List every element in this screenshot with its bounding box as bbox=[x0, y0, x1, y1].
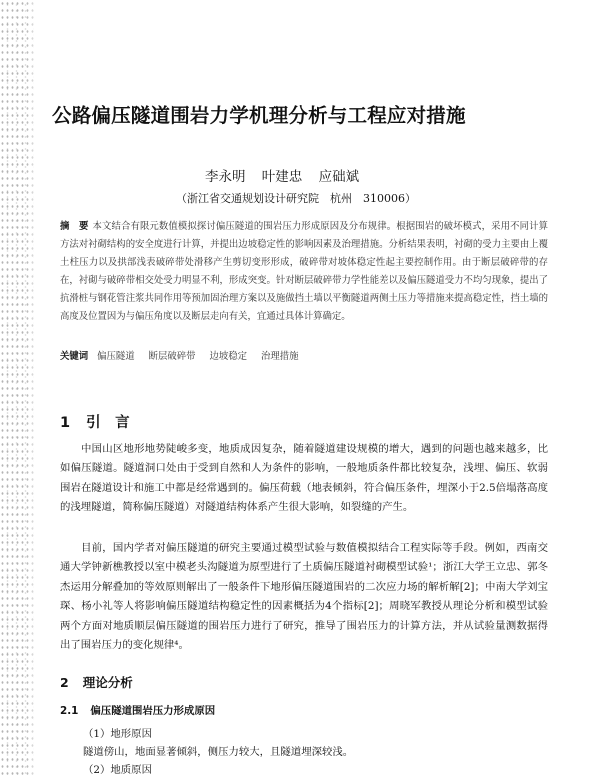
subsection-heading bbox=[60, 702, 215, 717]
abstract-label: 摘 要 bbox=[60, 221, 89, 232]
paper-title: 公路偏压隧道围岩力学机理分析与工程应对措施 bbox=[52, 104, 466, 127]
subsection-number: 2.1 bbox=[60, 705, 79, 717]
keyword: 边坡稳定 bbox=[209, 351, 248, 362]
section-title: 引 言 bbox=[86, 415, 130, 431]
keyword: 断层破碎带 bbox=[148, 351, 196, 362]
section-title: 理论分析 bbox=[82, 675, 133, 690]
item-text: 隧道傍山，地面显著倾斜，侧压力较大，且隧道埋深较浅。 bbox=[83, 746, 354, 758]
item-label: （2）地质原因 bbox=[83, 764, 152, 776]
keyword: 治理措施 bbox=[261, 351, 299, 362]
body-paragraph-2: 目前，国内学者对偏压隧道的研究主要通过模型试验与数值模拟结合工程实际等手段。例如，西南交通大学钟新樵教授以室中模老头沟隧道为原型进行了土质偏压隧道衬砌模型试验¹；浙江大学王立忠、郭冬杰运用分解叠加的等效原则解出了一般条件下地形偏压隧道围岩的二次应力场的解析解[2]；中南大学刘宝琛、杨小礼等人将影响偏压隧道结构稳定性的因素概括为4个指标[2]；周晓军教授从理论分析和模型试验两个方面对地质顺层偏压隧道的围岩压力进行了研究，推导了围岩压力的计算方法，并从试验量测数据得出了围岩压力的变化规律⁴。 bbox=[60, 542, 548, 652]
section-heading-intro bbox=[60, 411, 130, 432]
section-heading-theory bbox=[60, 673, 133, 691]
section-number: 1 bbox=[60, 415, 71, 431]
item-label: （1）地形原因 bbox=[83, 728, 152, 740]
authors: 李永明 叶建忠 应础斌 bbox=[205, 169, 360, 185]
keyword: 偏压隧道 bbox=[97, 351, 135, 362]
section-number: 2 bbox=[60, 675, 69, 690]
body-paragraph-1: 中国山区地形地势陡峻多变，地质成因复杂，随着隧道建设规模的增大，遇到的问题也越来越多，比如偏压隧道。隧道洞口处由于受到自然和人为条件的影响，一般地质条件都比较复杂，浅埋、偏压、软弱围岩在隧道设计和施工中都是经常遇到的。偏压荷载（地表倾斜，符合偏压条件，埋深小于2.5倍塌落高度的浅埋隧道，简称偏压隧道）对隧道结构体系产生很大影响，如裂缝的产生。 bbox=[60, 443, 548, 514]
abstract-text: 本文结合有限元数值模拟探讨偏压隧道的围岩压力形成原因及分布规律。根据围岩的破坏模式，采用不同计算方法对衬砌结构的安全度进行计算，并提出边坡稳定性的影响因素及治理措施。分析结果表明，衬砌的受力主要由上覆土柱压力以及拱部浅表破碎带处滑移产生剪切变形形成，破碎带对坡体稳定性起主要控制作用。由于断层破碎带的存在，衬砌与破碎带相交处受力明显不利，形成突变。针对断层破碎带力学性能差以及偏压隧道受力不均匀现象，提出了抗滑桩与钢花管注浆共同作用等预加固治理方案以及施做挡土墙以平衡隧道两侧土压力等措施来提高稳定性，挡土墙的高度及位置因为与偏压角度以及断层走向有关，宜通过具体计算确定。 bbox=[60, 221, 548, 322]
subsection-title: 偏压隧道围岩压力形成原因 bbox=[90, 705, 216, 717]
keywords-label: 关键词 bbox=[60, 351, 89, 362]
abstract bbox=[60, 218, 548, 326]
affiliation: （浙江省交通规划设计研究院 杭州 310006） bbox=[176, 192, 416, 205]
keywords bbox=[60, 348, 310, 362]
